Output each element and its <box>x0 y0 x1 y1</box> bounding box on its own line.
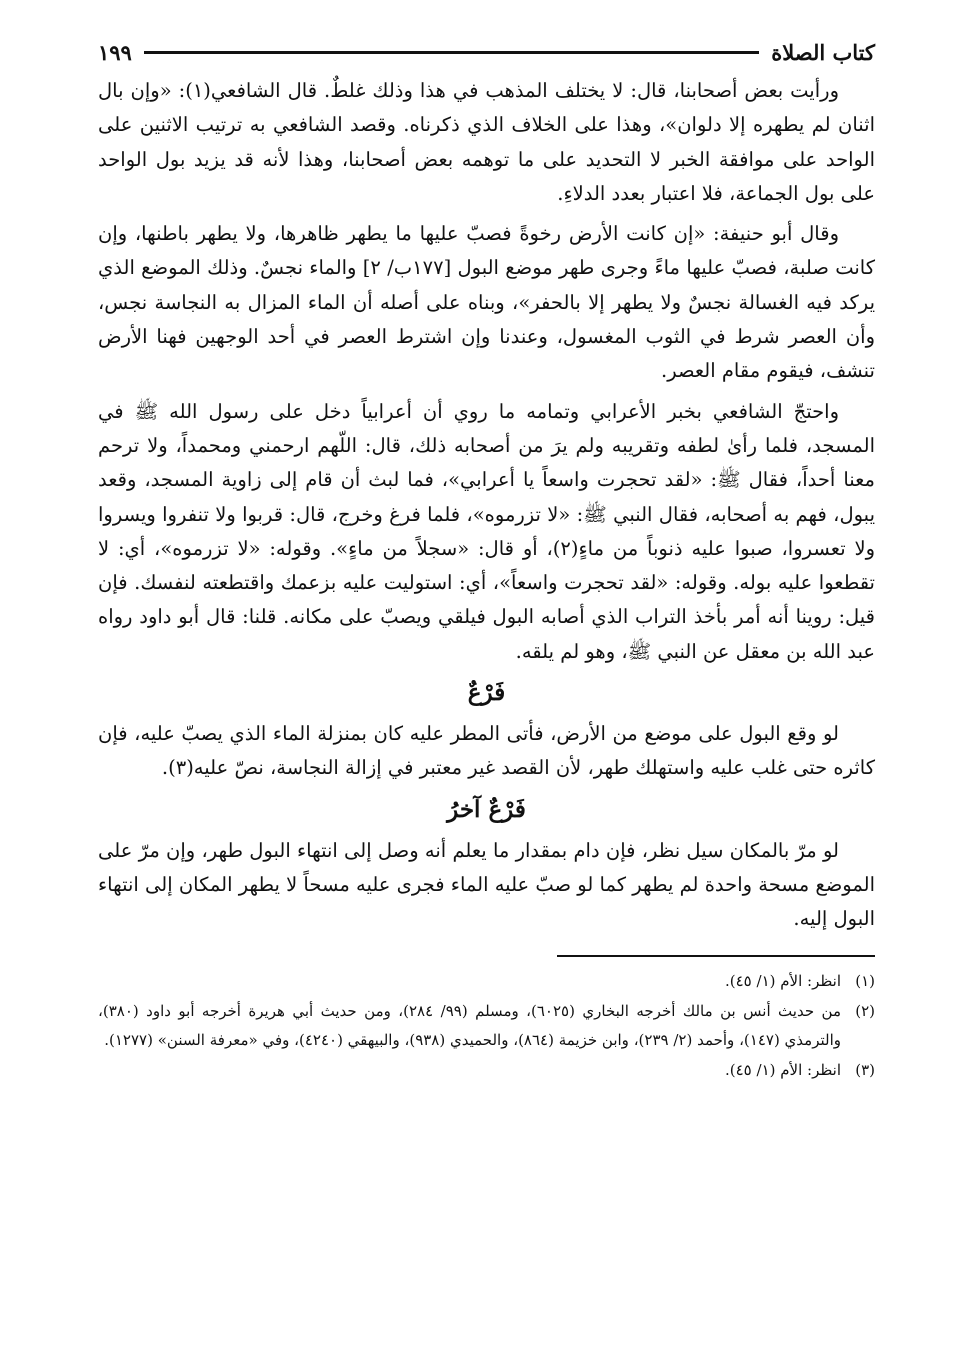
main-text <box>98 74 875 937</box>
paragraph: واحتجّ الشافعي بخبر الأعرابي وتمامه ما روي أن أعرابياً دخل على رسول الله ﷺ في المسجد، فلما رأىٰ لطفه وتقريبه ولم يرَ من أصحابه ذلك، قال: اللّهم ارحمني ومحمداً، ولا ترحم معنا أحداً، فقال ﷺ: «لقد تحجرت واسعاً يا أعرابي»، فما لبث أن قام إلى زاوية المسجد، وقعد يبول، فهم به أصحابه، فقال النبي ﷺ: «لا تزرموه»، فلما فرغ وخرج، قال: قربوا ولا تنفروا ويسروا ولا تعسروا، صبوا عليه ذنوباً من ماءٍ(٢)، أو قال: «سجلاً من ماءٍ». وقوله: «لا تزرموه»، أي: لا تقطعوا عليه بوله. وقوله: «لقد تحجرت واسعاً»، أي: استوليت عليه بزعمك واقتطعته لنفسك. فإن قيل: روينا أنه أمر بأخذ التراب الذي أصابه البول فيلقي ويصبّ على مكانه. قلنا: قال أبو داود رواه عبد الله بن معقل عن النبي ﷺ، وهو لم يلقه. <box>98 399 876 663</box>
footnote-number: (١) <box>855 971 875 990</box>
footnote <box>98 1056 875 1085</box>
page-header <box>98 30 875 74</box>
footnote-text: انظر: الأم (١/ ٤٥). <box>724 971 841 990</box>
paragraph: ورأيت بعض أصحابنا، قال: لا يختلف المذهب في هذا وذلك غلطٌ. قال الشافعي(١): «وإن بال اثنان لم يطهره إلا دلوان»، وهذا على الخلاف الذي ذكرناه. وقصد الشافعي به ترتيب الاثنين على الواحد على موافقة الخبر لا التحديد على ما توهمه بعض أصحابنا، وهذا لأنه قد يزيد بول الواحد على بول الجماعة، فلا اعتبار بعدد الدلاءِ. <box>98 79 875 205</box>
section-heading: فَرْعٌ <box>467 679 506 707</box>
paragraph: وقال أبو حنيفة: «إن كانت الأرض رخوةً فصبّ عليها ما يطهر ظاهرها، ولا يطهر باطنها، وإن كانت صلبة، فصبّ عليها ماءً وجرى طهر موضع البول [١٧٧ب/ ٢] والماء نجسٌ. وذلك الموضع الذي يركد فيه الغسالة نجسٌ ولا يطهر إلا بالحفر»، وبناه على أصله أن الماء المزال به النجاسة نجس، وأن العصر شرط في الثوب المغسول، وعندنا وإن اشترط العصر في أحد الوجهين فهنا الأرض تنشف، فيقوم مقام العصر. <box>98 222 875 383</box>
footnote-number: (٣) <box>855 1061 875 1080</box>
page-number: ١٩٩ <box>98 39 132 65</box>
footnote-number: (٢) <box>855 1002 875 1021</box>
section-heading: فَرْعٌ آخرُ <box>447 795 526 823</box>
footnote-separator <box>557 955 875 957</box>
header-rule <box>144 51 759 54</box>
footnote <box>98 967 875 996</box>
footnote-text: من حديث أنس بن مالك أخرجه البخاري (٦٠٢٥)، ومسلم (٩٩/ ٢٨٤)، ومن حديث أبي هريرة أخرجه أبو داود (٣٨٠)، والترمذي (١٤٧)، وأحمد (٢/ ٢٣٩)، وابن خزيمة (٨٦٤)، والحميدي (٩٣٨)، والبيهقي (٤٢٤٠)، وفي «معرفة السنن» (١٢٧٧). <box>98 1002 842 1049</box>
footnote-text: انظر: الأم (١/ ٤٥). <box>724 1061 841 1080</box>
footnote <box>98 997 875 1054</box>
page <box>98 30 875 1085</box>
paragraph: لو وقع البول على موضع من الأرض، فأتى المطر عليه كان بمنزلة الماء الذي يصبّ عليه، فإن كاثره حتى غلب عليه واستهلك طهر، لأن القصد غير معتبر في إزالة النجاسة، نصّ عليه(٣). <box>98 722 875 780</box>
chapter-title: كتاب الصلاة <box>771 39 875 65</box>
footnotes <box>98 967 875 1085</box>
paragraph: لو مرّ بالمكان سيل نظر، فإن دام بمقدار ما يعلم أنه وصل إلى انتهاء البول طهر، وإن مرّ على الموضع مسحة واحدة لم يطهر كما لو صبّ عليه الماء فجرى عليه مسحاً لا يطهر المكان إلى انتهاء البول إليه. <box>98 838 875 931</box>
